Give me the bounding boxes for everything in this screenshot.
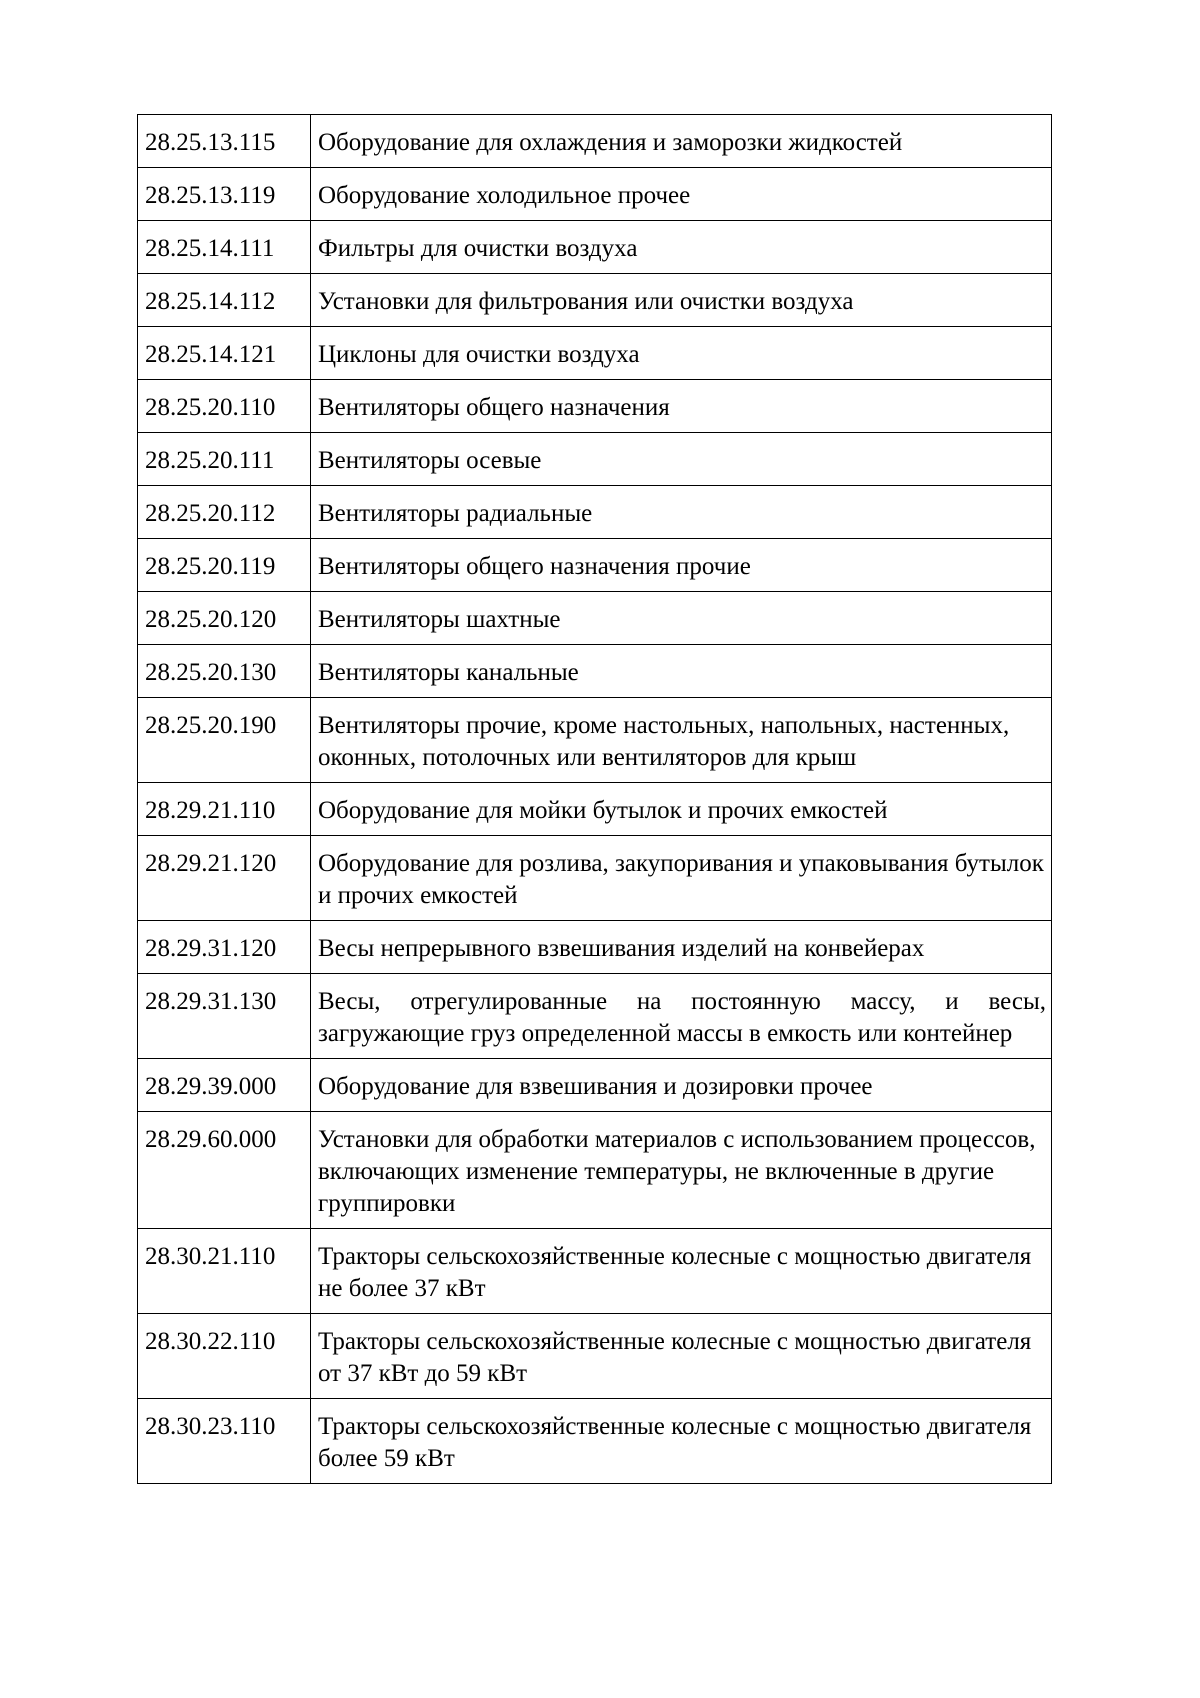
code-cell: 28.29.21.120 — [138, 836, 311, 921]
code-cell: 28.25.20.119 — [138, 539, 311, 592]
code-cell: 28.29.31.130 — [138, 974, 311, 1059]
table-row — [138, 221, 1052, 274]
table-row — [138, 836, 1052, 921]
table-row — [138, 974, 1052, 1059]
code-cell: 28.25.20.111 — [138, 433, 311, 486]
description-cell: Вентиляторы радиальные — [311, 486, 1052, 539]
code-cell: 28.30.21.110 — [138, 1229, 311, 1314]
code-cell: 28.29.31.120 — [138, 921, 311, 974]
description-cell: Установки для обработки материалов с использованием процессов, включающих изменение температуры, не включенные в другие группировки — [311, 1112, 1052, 1229]
description-cell: Оборудование для розлива, закупоривания и упаковывания бутылок и прочих емкостей — [311, 836, 1052, 921]
description-cell: Вентиляторы канальные — [311, 645, 1052, 698]
table-row — [138, 1112, 1052, 1229]
description-cell: Оборудование холодильное прочее — [311, 168, 1052, 221]
description-cell: Установки для фильтрования или очистки воздуха — [311, 274, 1052, 327]
table-row — [138, 486, 1052, 539]
code-cell: 28.25.20.130 — [138, 645, 311, 698]
description-cell: Вентиляторы шахтные — [311, 592, 1052, 645]
code-cell: 28.25.13.115 — [138, 115, 311, 168]
table-row — [138, 274, 1052, 327]
code-cell: 28.25.20.190 — [138, 698, 311, 783]
code-cell: 28.25.14.112 — [138, 274, 311, 327]
table-row — [138, 1059, 1052, 1112]
description-cell: Фильтры для очистки воздуха — [311, 221, 1052, 274]
table-row — [138, 1229, 1052, 1314]
code-cell: 28.25.14.111 — [138, 221, 311, 274]
classification-table — [137, 114, 1052, 1484]
table-row — [138, 783, 1052, 836]
description-cell: Оборудование для охлаждения и заморозки жидкостей — [311, 115, 1052, 168]
description-cell: Вентиляторы общего назначения прочие — [311, 539, 1052, 592]
table-row — [138, 433, 1052, 486]
table-row — [138, 1399, 1052, 1484]
table-row — [138, 698, 1052, 783]
table-row — [138, 380, 1052, 433]
table-row — [138, 1314, 1052, 1399]
description-cell: Тракторы сельскохозяйственные колесные с мощностью двигателя от 37 кВт до 59 кВт — [311, 1314, 1052, 1399]
description-cell: Оборудование для мойки бутылок и прочих емкостей — [311, 783, 1052, 836]
code-cell: 28.29.39.000 — [138, 1059, 311, 1112]
code-cell: 28.25.20.110 — [138, 380, 311, 433]
description-cell: Тракторы сельскохозяйственные колесные с мощностью двигателя более 59 кВт — [311, 1399, 1052, 1484]
table-row — [138, 592, 1052, 645]
description-cell: Циклоны для очистки воздуха — [311, 327, 1052, 380]
description-cell: Вентиляторы общего назначения — [311, 380, 1052, 433]
description-cell: Весы непрерывного взвешивания изделий на конвейерах — [311, 921, 1052, 974]
code-cell: 28.25.20.112 — [138, 486, 311, 539]
table-row — [138, 921, 1052, 974]
table-row — [138, 327, 1052, 380]
description-cell: Оборудование для взвешивания и дозировки прочее — [311, 1059, 1052, 1112]
code-cell: 28.25.20.120 — [138, 592, 311, 645]
description-cell: Тракторы сельскохозяйственные колесные с мощностью двигателя не более 37 кВт — [311, 1229, 1052, 1314]
table-row — [138, 645, 1052, 698]
code-cell: 28.25.14.121 — [138, 327, 311, 380]
description-cell: Вентиляторы прочие, кроме настольных, напольных, настенных, оконных, потолочных или вентиляторов для крыш — [311, 698, 1052, 783]
table-row — [138, 115, 1052, 168]
table-row — [138, 168, 1052, 221]
description-cell: Весы, отрегулированные на постоянную массу, и весы, загружающие груз определенной массы в емкость или контейнер — [311, 974, 1052, 1059]
document-page — [137, 114, 1051, 1484]
code-cell: 28.29.21.110 — [138, 783, 311, 836]
description-cell: Вентиляторы осевые — [311, 433, 1052, 486]
table-body — [138, 115, 1052, 1484]
code-cell: 28.25.13.119 — [138, 168, 311, 221]
code-cell: 28.30.23.110 — [138, 1399, 311, 1484]
code-cell: 28.30.22.110 — [138, 1314, 311, 1399]
table-row — [138, 539, 1052, 592]
code-cell: 28.29.60.000 — [138, 1112, 311, 1229]
